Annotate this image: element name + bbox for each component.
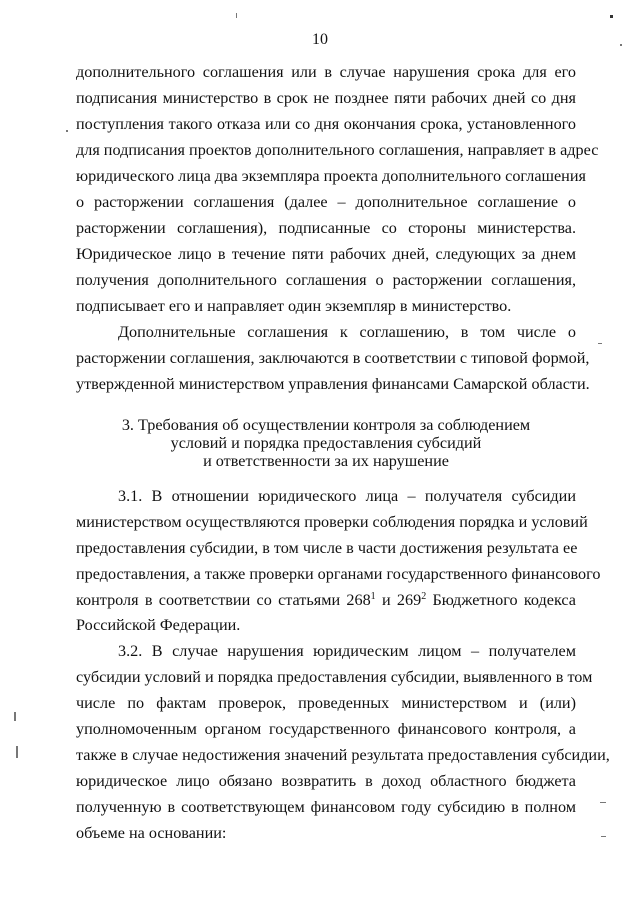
line-text: контроля в соответствии со статьями 268 [76,591,371,609]
scan-speck [620,44,622,46]
scan-speck [600,802,606,803]
scan-speck [598,343,602,344]
paragraph-line: поступления такого отказа или со дня окончания срока, установленного [76,115,576,133]
line-text: Бюджетного кодекса [426,591,576,609]
scan-speck [16,746,18,758]
paragraph-line: Юридическое лицо в течение пяти рабочих дней, следующих за днем [76,245,576,263]
paragraph-line: также в случае недостижения значений результата предоставления субсидии, [76,746,610,764]
paragraph-line-with-footnotes [76,590,576,610]
superscript: 2 [421,591,427,602]
heading-line: и ответственности за их нарушение [203,452,449,470]
paragraph-line: объеме на основании: [76,824,227,842]
paragraph-line: юридического лица два экземпляра проекта дополнительного соглашения [76,167,586,185]
paragraph-line: числе по фактам проверок, проведенных министерством и (или) [76,694,576,712]
heading-line: 3. Требования об осуществлении контроля за соблюдением [121,416,531,434]
paragraph-line: подписывает его и направляет один экземпляр в министерство. [76,297,512,315]
scan-speck [610,15,613,18]
paragraph-line: дополнительного соглашения или в случае нарушения срока для его [76,63,576,81]
paragraph-line: Российской Федерации. [76,616,241,634]
paragraph-line: о расторжении соглашения (далее – дополнительное соглашение о [76,193,576,211]
scan-speck [236,13,237,18]
scan-speck [14,712,16,721]
paragraph-line: для подписания проектов дополнительного соглашения, направляет в адрес [76,141,599,159]
scan-speck [66,130,68,132]
paragraph-line: министерством осуществляются проверки соблюдения порядка и условий [76,513,588,531]
line-text: и 269 [375,591,422,609]
paragraph-line: юридическое лицо обязано возвратить в доход областного бюджета [76,772,576,790]
paragraph-line: получения дополнительного соглашения о расторжении соглашения, [76,271,576,289]
paragraph-line: 3.1. В отношении юридического лица – получателя субсидии [118,487,576,505]
superscript: 1 [370,591,376,602]
scan-speck [601,836,606,837]
paragraph-line: уполномоченным органом государственного финансового контроля, а [76,720,576,738]
heading-line: условий и порядка предоставления субсидий [170,434,482,452]
paragraph-line: предоставления субсидии, в том числе в части достижения результата ее [76,539,578,557]
paragraph-line: расторжении соглашения), подписанные со стороны министерства. [76,219,576,237]
page-number: 10 [312,31,328,48]
paragraph-line: полученную в соответствующем финансовом году субсидию в полном [76,798,576,816]
paragraph-line: субсидии условий и порядка предоставления субсидии, выявленного в том [76,668,593,686]
paragraph-line: утвержденной министерством управления финансами Самарской области. [76,375,590,393]
paragraph-line: предоставления, а также проверки органами государственного финансового [76,565,601,583]
paragraph-line: Дополнительные соглашения к соглашению, в том числе о [118,323,576,341]
paragraph-line: 3.2. В случае нарушения юридическим лицом – получателем [118,642,576,660]
paragraph-line: подписания министерство в срок не позднее пяти рабочих дней со дня [76,89,576,107]
paragraph-line: расторжении соглашения, заключаются в соответствии с типовой формой, [76,349,590,367]
